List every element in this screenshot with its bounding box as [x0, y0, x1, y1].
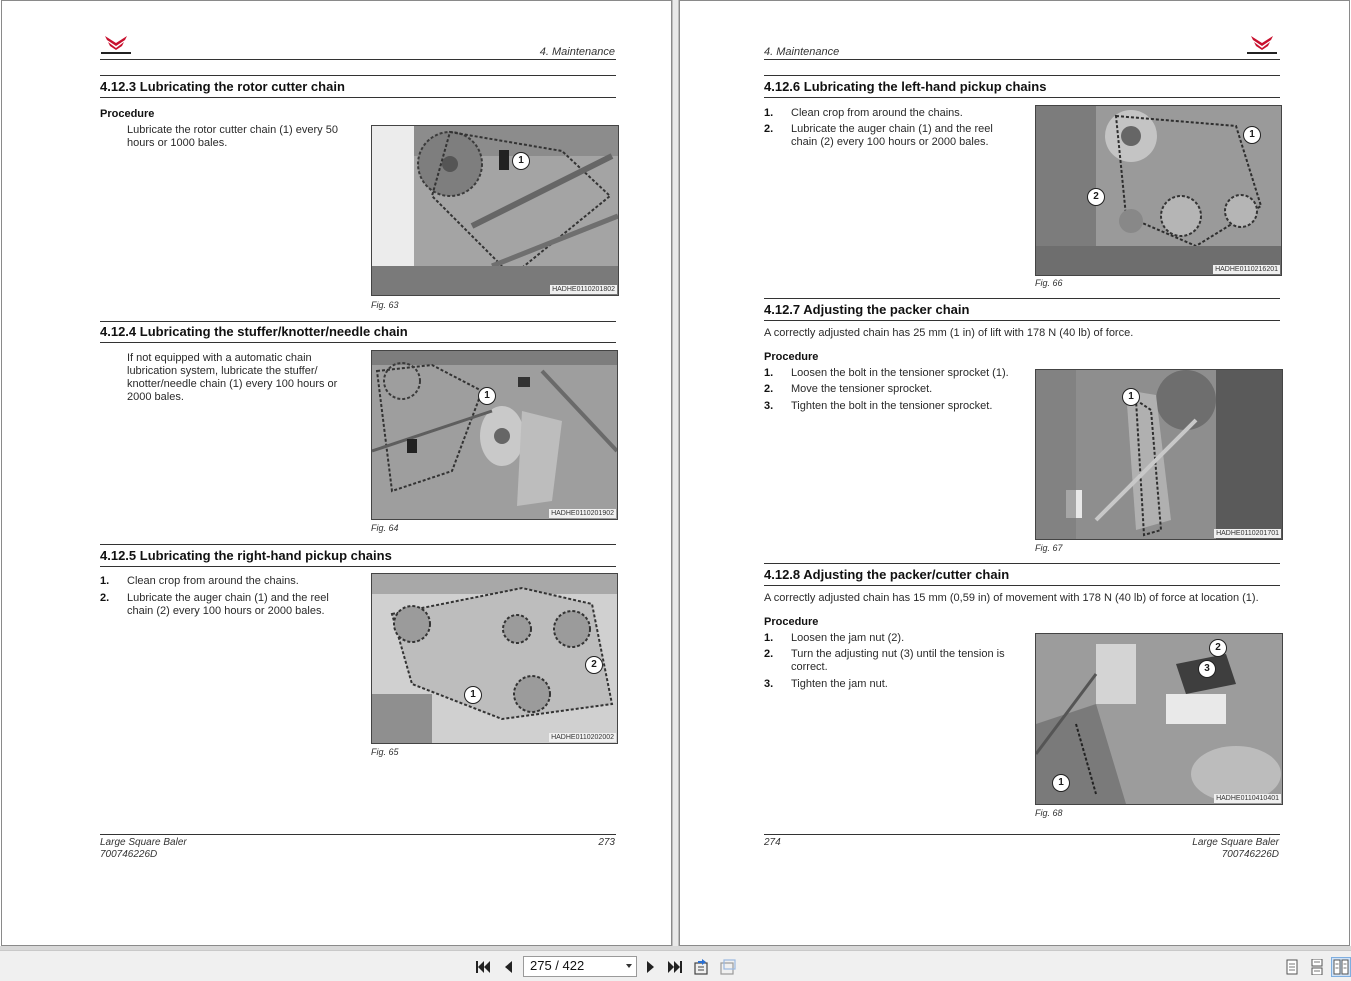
callout-1: 1	[464, 686, 482, 704]
running-header: 4. Maintenance	[764, 46, 840, 58]
chevron-down-icon[interactable]	[626, 964, 632, 968]
running-header: 4. Maintenance	[539, 46, 615, 58]
step-number: 1.	[764, 367, 774, 379]
section-title-4-12-3: 4.12.3 Lubricating the rotor cutter chain	[100, 79, 345, 94]
go-forward-button[interactable]	[719, 958, 737, 976]
step-number: 3.	[764, 400, 774, 412]
figure-code: HADHE0110201802	[552, 286, 615, 293]
step-text: Clean crop from around the chains.	[791, 107, 963, 119]
go-forward-view-icon	[719, 958, 737, 976]
section-rule	[764, 75, 1280, 76]
section-rule	[764, 97, 1280, 98]
figure-code: HADHE0110216201	[1215, 266, 1278, 273]
two-page-view-button[interactable]	[1331, 957, 1351, 977]
figure-caption: Fig. 68	[1035, 808, 1063, 818]
figure-65	[371, 573, 618, 744]
section-rule	[100, 97, 616, 98]
figure-code: HADHE0110201701	[1216, 530, 1279, 537]
step-number: 1.	[764, 107, 774, 119]
step-number: 2.	[764, 123, 774, 135]
two-page-icon	[1333, 959, 1349, 975]
section-rule	[764, 563, 1280, 564]
page-indicator-text: 275 / 422	[530, 958, 585, 973]
header-rule	[764, 59, 1280, 60]
callout-2: 2	[585, 656, 603, 674]
callout-1: 1	[1243, 126, 1261, 144]
single-page-view-button[interactable]	[1282, 957, 1302, 977]
footer-code: 700746226D	[1221, 849, 1279, 860]
section-intro: A correctly adjusted chain has 15 mm (0,59 in) of movement with 178 N (40 lb) of force at location (1).	[764, 592, 1259, 604]
step-text: Lubricate the auger chain (1) and the reel chain (2) every 100 hours or 2000 bales.	[791, 123, 993, 148]
page-number-input[interactable]	[523, 956, 637, 977]
section-rule	[100, 75, 616, 76]
step-text: Lubricate the auger chain (1) and the reel chain (2) every 100 hours or 2000 bales.	[127, 592, 329, 617]
header-rule	[100, 59, 616, 60]
previous-page-icon	[502, 960, 514, 974]
step-number: 1.	[100, 575, 110, 587]
figure-63	[371, 125, 619, 296]
brand-logo	[99, 34, 133, 56]
first-page-icon	[475, 960, 491, 974]
callout-2: 2	[1087, 188, 1105, 206]
go-back-view-icon	[693, 958, 711, 976]
section-rule	[100, 566, 616, 567]
callout-1: 1	[1122, 388, 1140, 406]
step-text: Tighten the jam nut.	[791, 678, 888, 690]
figure-caption: Fig. 63	[371, 300, 399, 310]
footer-rule	[100, 834, 616, 835]
single-page-icon	[1285, 959, 1299, 975]
section-rule	[100, 544, 616, 545]
page-number: 273	[598, 837, 615, 848]
figure-67	[1035, 369, 1283, 540]
step-text: Loosen the jam nut (2).	[791, 632, 905, 644]
callout-2: 2	[1209, 639, 1227, 657]
step-number: 1.	[764, 632, 774, 644]
figure-caption: Fig. 66	[1035, 278, 1063, 288]
callout-1: 1	[512, 152, 530, 170]
callout-3: 3	[1198, 660, 1216, 678]
step-text: Move the tensioner sprocket.	[791, 383, 933, 395]
step-text: Turn the adjusting nut (3) until the tension is correct.	[791, 648, 1005, 673]
section-rule	[100, 342, 616, 343]
step-number: 2.	[764, 648, 774, 660]
procedure-label: Procedure	[764, 616, 819, 628]
figure-66	[1035, 105, 1282, 276]
section-intro: A correctly adjusted chain has 25 mm (1 in) of lift with 178 N (40 lb) of force.	[764, 327, 1134, 339]
section-title-4-12-5: 4.12.5 Lubricating the right-hand pickup chains	[100, 548, 392, 563]
figure-64	[371, 350, 618, 520]
figure-code: HADHE0110201902	[551, 510, 614, 517]
last-page-icon	[667, 960, 683, 974]
footer-title: Large Square Baler	[100, 837, 187, 848]
page-274	[679, 0, 1350, 946]
section-title-4-12-8: 4.12.8 Adjusting the packer/cutter chain	[764, 567, 1010, 582]
go-back-button[interactable]	[693, 958, 711, 976]
last-page-button[interactable]	[666, 958, 684, 976]
section-title-4-12-6: 4.12.6 Lubricating the left-hand pickup chains	[764, 79, 1047, 94]
procedure-label: Procedure	[764, 351, 819, 363]
figure-caption: Fig. 64	[371, 523, 399, 533]
section-text: Lubricate the rotor cutter chain (1) every 50 hours or 1000 bales.	[127, 124, 338, 149]
procedure-label: Procedure	[100, 108, 155, 120]
step-text: Loosen the bolt in the tensioner sprocket (1).	[791, 367, 1009, 379]
page-gutter	[672, 0, 679, 946]
section-rule	[764, 585, 1280, 586]
step-text: Clean crop from around the chains.	[127, 575, 299, 587]
page-number: 274	[764, 837, 781, 848]
continuous-view-button[interactable]	[1307, 957, 1327, 977]
figure-code: HADHE0110410401	[1216, 795, 1279, 802]
figure-caption: Fig. 65	[371, 747, 399, 757]
footer-title: Large Square Baler	[1192, 837, 1279, 848]
step-number: 2.	[100, 592, 110, 604]
navigation-toolbar	[0, 950, 1351, 981]
brand-logo	[1245, 34, 1279, 56]
callout-1: 1	[1052, 774, 1070, 792]
section-text: If not equipped with a automatic chain lubrication system, lubricate the stuffer/ knotter/needle chain (1) every 100 hours or 2000 bales.	[127, 352, 338, 403]
next-page-icon	[645, 960, 657, 974]
next-page-button[interactable]	[642, 958, 660, 976]
page-273	[1, 0, 672, 946]
figure-68	[1035, 633, 1283, 805]
step-number: 3.	[764, 678, 774, 690]
section-title-4-12-7: 4.12.7 Adjusting the packer chain	[764, 302, 970, 317]
step-number: 2.	[764, 383, 774, 395]
figure-caption: Fig. 67	[1035, 543, 1063, 553]
previous-page-button[interactable]	[499, 958, 517, 976]
callout-1: 1	[478, 387, 496, 405]
footer-rule	[764, 834, 1280, 835]
first-page-button[interactable]	[474, 958, 492, 976]
footer-code: 700746226D	[100, 849, 158, 860]
section-rule	[764, 320, 1280, 321]
continuous-page-icon	[1310, 959, 1324, 975]
section-rule	[764, 298, 1280, 299]
section-title-4-12-4: 4.12.4 Lubricating the stuffer/knotter/needle chain	[100, 324, 408, 339]
section-rule	[100, 321, 616, 322]
step-text: Tighten the bolt in the tensioner sprocket.	[791, 400, 993, 412]
figure-code: HADHE0110202002	[551, 734, 614, 741]
